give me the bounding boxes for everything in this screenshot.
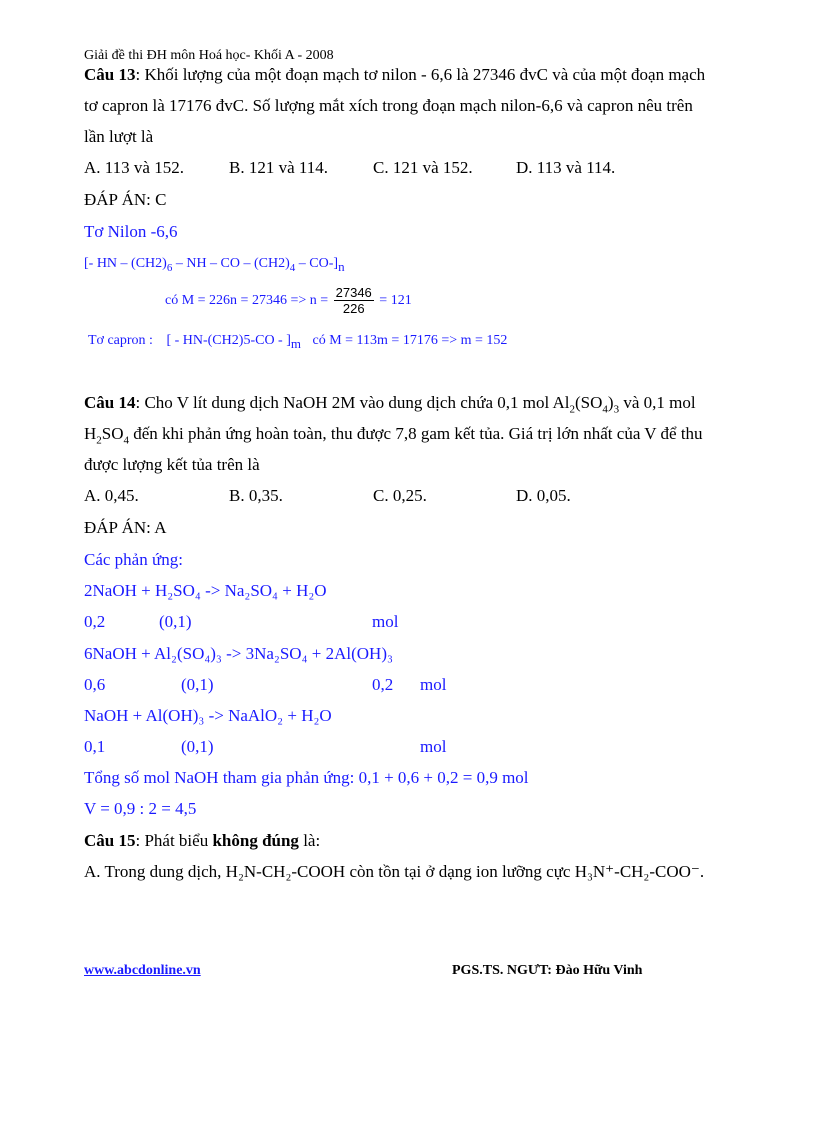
footer-link[interactable]: www.abcdonline.vn	[84, 963, 201, 978]
nylon-calc	[165, 284, 412, 318]
nylon-formula-part: [- HN – (CH	[84, 256, 156, 271]
fraction-denominator: 226	[342, 301, 365, 317]
capron-calc: có M = 113m = 17176 => m = 152	[312, 333, 508, 348]
q14-text: : Cho V lít dung dịch NaOH 2M vào dung dịch chứa 0,1 mol Al	[135, 393, 570, 412]
capron-formula-part: 2)	[231, 333, 244, 348]
capron-formula-sub: m	[290, 335, 301, 351]
footer-author: PGS.TS. NGƯT: Đào Hữu Vinh	[452, 963, 643, 978]
q13-option-a: A. 113 và 152.	[84, 158, 184, 177]
mol-unit: mol	[420, 737, 447, 756]
mol-value: (0,1)	[181, 675, 214, 694]
capron-line	[88, 331, 507, 351]
nylon-formula-part: 2)	[278, 256, 290, 271]
mol-value: 0,2	[372, 675, 394, 694]
total-naoh: Tổng số mol NaOH tham gia phản ứng: 0,1 + 0,6 + 0,2 = 0,9 mol	[84, 768, 529, 787]
q13-option-c: C. 121 và 152.	[373, 158, 473, 177]
nylon-calc-left: có M = 226n = 27346 => n =	[165, 293, 329, 308]
q13-answer: ĐÁP ÁN: C	[84, 190, 167, 209]
nylon-formula-part: – CO-]	[295, 256, 339, 271]
q14-line-2	[84, 424, 703, 447]
nylon-formula-sub: 6	[166, 261, 173, 274]
page-header: Giải đề thi ĐH môn Hoá học- Khối A - 2008	[84, 48, 334, 63]
q13-option-b: B. 121 và 114.	[229, 158, 329, 177]
q14-sub: 4	[123, 434, 130, 447]
nylon-formula-part: – NH – CO – (CH	[172, 256, 279, 271]
capron-formula-part: -CO - ]	[250, 333, 291, 348]
q15-emphasis: không đúng	[212, 831, 299, 850]
q15-text: : Phát biểu	[135, 831, 213, 850]
q15-line-1	[84, 831, 320, 851]
q14-text: H	[84, 424, 97, 443]
nylon-formula-sub: 4	[289, 261, 296, 274]
capron-label: Tơ capron :	[88, 333, 153, 348]
q15-text: là:	[298, 831, 321, 850]
reaction-1: 2NaOH + H₂SO₄ -> Na₂SO₄ + H₂O	[84, 581, 327, 600]
nylon-formula-sub: n	[338, 258, 345, 274]
q14-text: )	[607, 393, 614, 412]
fraction-numerator: 27346	[335, 285, 372, 301]
q14-text: và 0,1 mol	[619, 393, 696, 412]
q14-sub: 2	[569, 403, 576, 416]
q14-line-3: được lượng kết tủa trên là	[84, 455, 260, 474]
volume-result: V = 0,9 : 2 = 4,5	[84, 799, 197, 818]
reaction-2: 6NaOH + Al₂(SO₄)₃ -> 3Na₂SO₄ + 2Al(OH)₃	[84, 644, 393, 663]
q14-option-d: D. 0,05.	[516, 486, 571, 505]
nylon-title: Tơ Nilon -6,6	[84, 222, 178, 241]
q13-line-1	[84, 65, 705, 85]
q13-label: Câu 13	[84, 65, 136, 84]
mol-value: 0,6	[84, 675, 106, 694]
mol-value: (0,1)	[181, 737, 214, 756]
mol-value: 0,1	[84, 737, 106, 756]
q14-sub: 2	[96, 434, 102, 447]
mol-unit: mol	[372, 612, 399, 631]
mol-value: 0,2	[84, 612, 106, 631]
nylon-formula-part: 2)	[155, 256, 167, 271]
q14-option-a: A. 0,45.	[84, 486, 139, 505]
q14-label: Câu 14	[84, 393, 136, 412]
q14-text: (SO	[575, 393, 603, 412]
q14-option-c: C. 0,25.	[373, 486, 427, 505]
q14-sub: 4	[602, 403, 608, 416]
nylon-calc-right: = 121	[379, 293, 412, 308]
q13-text-1: : Khối lượng của một đoạn mạch tơ nilon - 6,6 là 27346 đvC và của một đoạn mạch	[135, 65, 706, 84]
q14-option-b: B. 0,35.	[229, 486, 283, 505]
q13-option-d: D. 113 và 114.	[516, 158, 616, 177]
q13-line-2: tơ capron là 17176 đvC. Số lượng mắt xích trong đoạn mạch nilon-6,6 và capron nêu trên	[84, 96, 693, 115]
q14-text: SO	[101, 424, 124, 443]
reactions-title: Các phản ứng:	[84, 550, 183, 569]
q14-text: đến khi phản ứng hoàn toàn, thu được 7,8 gam kết tủa. Giá trị lớn nhất của V để thu	[129, 424, 703, 443]
q14-answer: ĐÁP ÁN: A	[84, 518, 167, 537]
q15-label: Câu 15	[84, 831, 136, 850]
q13-line-3: lần lượt là	[84, 127, 154, 146]
q14-sub: 3	[613, 403, 620, 416]
nylon-fraction	[334, 285, 374, 316]
mol-unit: mol	[420, 675, 447, 694]
q15-option-a: A. Trong dung dịch, H₂N-CH₂-COOH còn tồn tại ở dạng ion lưỡng cực H₃N⁺-CH₂-COO⁻.	[84, 862, 705, 881]
capron-formula-part: 5	[243, 333, 251, 348]
nylon-formula	[84, 254, 345, 274]
mol-value: (0,1)	[159, 612, 192, 631]
q14-line-1	[84, 393, 696, 416]
capron-formula-part: [ - HN-(CH	[166, 333, 232, 348]
reaction-3: NaOH + Al(OH)₃ -> NaAlO₂ + H₂O	[84, 706, 332, 725]
